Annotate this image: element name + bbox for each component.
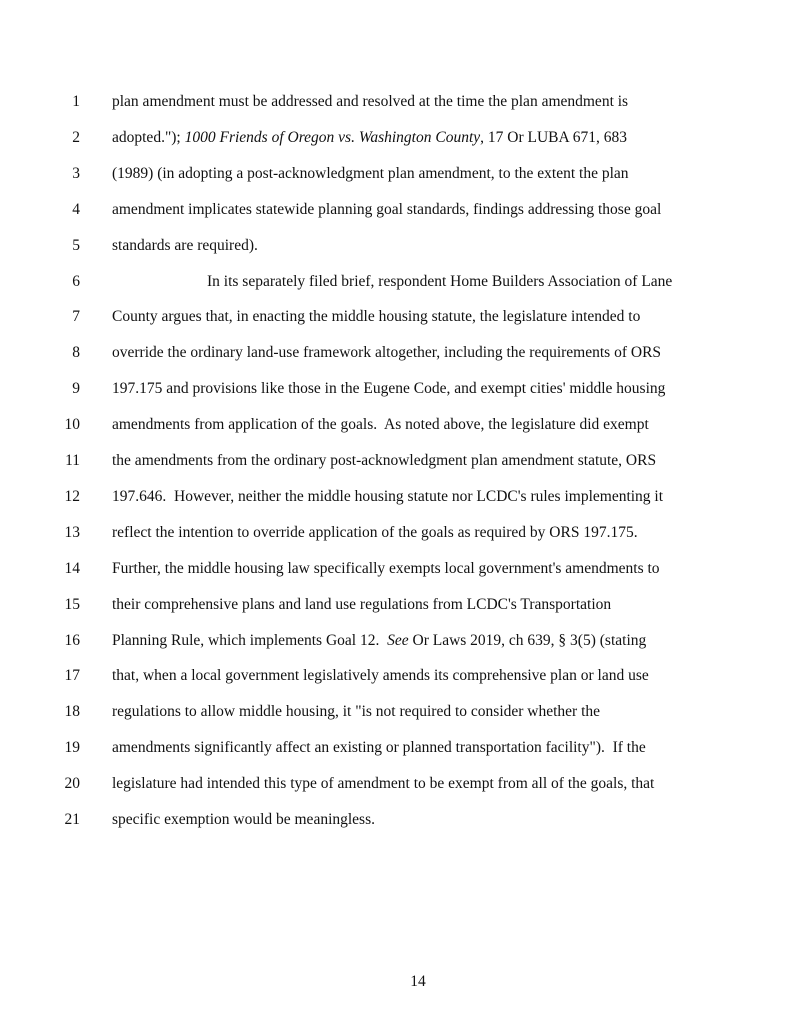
text-segment: Planning Rule, which implements Goal 12. — [112, 631, 388, 649]
line-text — [112, 487, 663, 507]
text-segment: Further, the middle housing law specifically exempts local government's amendments to — [112, 559, 660, 577]
text-segment: their comprehensive plans and land use regulations from LCDC's Transportation — [112, 595, 612, 613]
text-segment: Or Laws 2019, ch 639, § 3(5) (stating — [408, 631, 647, 649]
text-segment: amendments from application of the goals. As noted above, the legislature did exempt — [112, 416, 649, 434]
line-text — [112, 631, 646, 651]
line-number: 20 — [64, 775, 80, 793]
text-segment: adopted."); — [112, 128, 185, 146]
line-number: 8 — [72, 344, 80, 362]
text-line — [0, 379, 760, 399]
line-number: 21 — [64, 811, 80, 828]
text-segment: legislature had intended this type of amendment to be exempt from all of the goals, that — [112, 775, 655, 793]
line-text — [112, 523, 638, 543]
text-segment: (1989) (in adopting a post-acknowledgment plan amendment, to the extent the plan — [112, 164, 629, 182]
text-line — [0, 343, 760, 363]
line-text — [112, 343, 661, 363]
line-text — [112, 92, 628, 112]
line-number: 2 — [72, 128, 80, 146]
text-line — [0, 774, 760, 794]
text-line — [0, 200, 760, 220]
line-text — [112, 738, 646, 758]
line-text — [112, 415, 649, 435]
line-number: 3 — [72, 164, 80, 182]
text-segment: plan amendment must be addressed and resolved at the time the plan amendment is — [112, 93, 629, 110]
line-number: 16 — [64, 631, 80, 649]
text-segment: override the ordinary land-use framework altogether, including the requirements of ORS — [112, 344, 662, 362]
text-segment: specific exemption would be meaningless. — [112, 811, 376, 828]
line-number: 11 — [65, 452, 80, 469]
line-text — [112, 451, 656, 471]
line-text — [207, 272, 672, 292]
text-line — [0, 451, 760, 471]
text-line — [0, 415, 760, 435]
line-text — [112, 307, 640, 327]
text-line — [0, 810, 760, 830]
line-number: 4 — [72, 200, 80, 218]
line-number: 14 — [64, 559, 80, 577]
text-segment: the amendments from the ordinary post-acknowledgment plan amendment statute, ORS — [112, 452, 657, 469]
text-segment: amendment implicates statewide planning goal standards, findings addressing those goal — [112, 200, 662, 218]
text-line — [0, 666, 760, 686]
text-segment: County argues that, in enacting the middle housing statute, the legislature intended to — [112, 308, 641, 326]
page-number: 14 — [410, 973, 426, 990]
line-text — [112, 236, 258, 256]
line-number: 10 — [64, 416, 80, 434]
italic-citation: See — [387, 631, 409, 649]
line-number: 5 — [72, 236, 80, 254]
line-number: 9 — [72, 380, 80, 398]
line-text — [112, 379, 665, 399]
line-number: 13 — [64, 523, 80, 541]
line-text — [112, 702, 600, 722]
text-line — [0, 487, 760, 507]
text-line — [0, 702, 760, 722]
line-number: 18 — [64, 703, 80, 721]
line-text — [112, 164, 629, 184]
line-text — [112, 774, 654, 794]
text-segment: In its separately filed brief, respondent Home Builders Association of Lane — [207, 272, 673, 290]
line-number: 1 — [72, 93, 80, 110]
text-line — [0, 236, 760, 256]
line-text — [112, 559, 660, 579]
line-number: 12 — [64, 487, 80, 505]
line-text — [112, 595, 611, 615]
text-line — [0, 559, 760, 579]
text-segment: reflect the intention to override application of the goals as required by ORS 197.175. — [112, 523, 638, 541]
line-number: 15 — [64, 595, 80, 613]
italic-citation: 1000 Friends of Oregon vs. Washington County — [184, 128, 481, 146]
line-text — [112, 200, 661, 220]
text-segment: 197.646. However, neither the middle housing statute nor LCDC's rules implementing it — [112, 487, 664, 505]
text-segment: regulations to allow middle housing, it "is not required to consider whether the — [112, 703, 601, 721]
text-line — [0, 738, 760, 758]
text-line — [0, 631, 760, 651]
line-number: 7 — [72, 308, 80, 326]
text-line — [0, 307, 760, 327]
line-text — [112, 666, 649, 686]
text-line — [0, 128, 760, 148]
text-line — [0, 92, 760, 112]
line-text — [112, 810, 375, 830]
text-segment: standards are required). — [112, 236, 258, 254]
text-segment: that, when a local government legislatively amends its comprehensive plan or land use — [112, 667, 649, 685]
text-line — [0, 523, 760, 543]
line-text — [112, 128, 627, 148]
text-line — [0, 595, 760, 615]
text-segment: 197.175 and provisions like those in the Eugene Code, and exempt cities' middle housing — [112, 380, 666, 398]
text-segment: , 17 Or LUBA 671, 683 — [480, 128, 627, 146]
text-line — [0, 164, 760, 184]
line-number: 6 — [72, 272, 80, 290]
text-line — [0, 272, 760, 292]
text-segment: amendments significantly affect an existing or planned transportation facility"). If the — [112, 739, 646, 757]
line-number: 19 — [64, 739, 80, 757]
line-number: 17 — [64, 667, 80, 685]
